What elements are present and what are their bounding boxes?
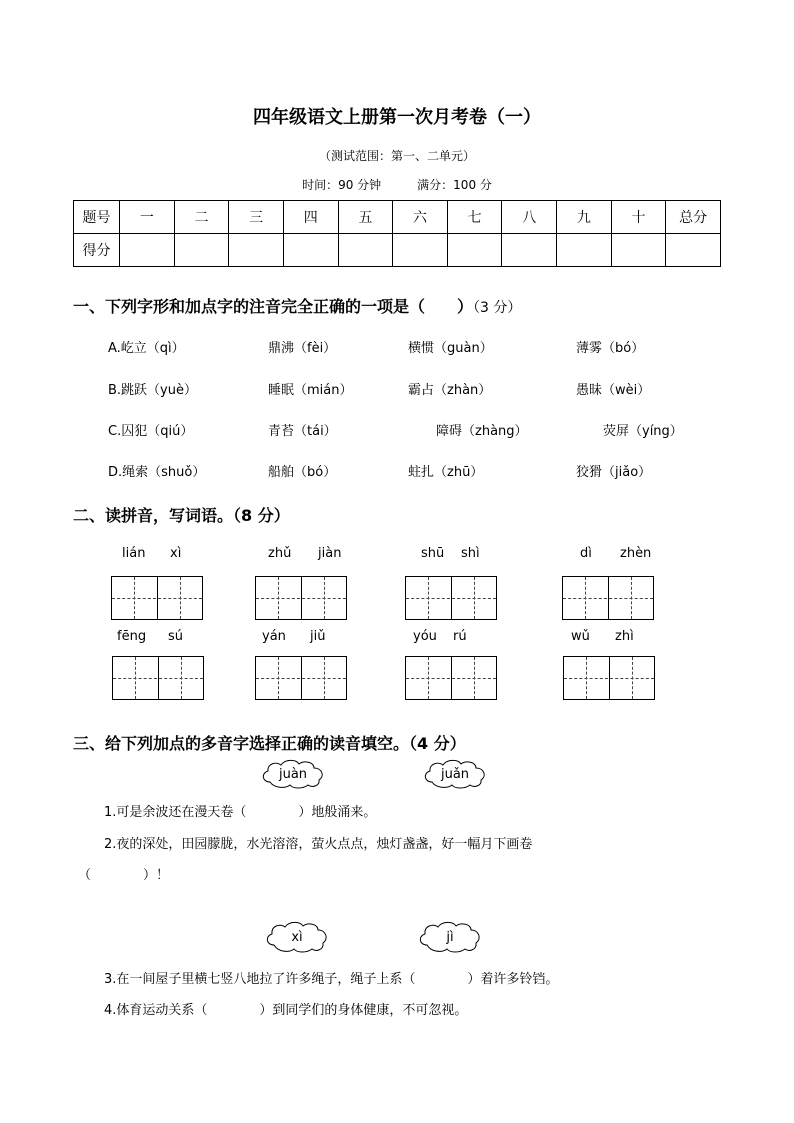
score-cell xyxy=(338,234,393,267)
pinyin: fēng xyxy=(117,629,147,644)
pinyin-cloud xyxy=(415,920,485,954)
pinyin: lián xyxy=(122,546,146,561)
pinyin: xì xyxy=(170,546,182,561)
score-table-score-row xyxy=(74,234,721,267)
pinyin: zhèn xyxy=(620,546,652,561)
score-table-header-row xyxy=(74,201,721,234)
question-1-points: （3 分） xyxy=(473,300,522,316)
table-cell: 一 xyxy=(120,201,175,234)
table-cell: 七 xyxy=(447,201,502,234)
option-c-3: 障碍（zhàng） xyxy=(436,424,528,439)
option-a-2: 鼎沸（fèi） xyxy=(268,341,337,356)
table-cell: 四 xyxy=(283,201,338,234)
score-cell xyxy=(229,234,284,267)
pinyin: rú xyxy=(453,629,467,644)
pinyin-cloud xyxy=(258,758,328,790)
table-cell: 八 xyxy=(502,201,557,234)
table-cell: 十 xyxy=(611,201,666,234)
table-cell: 得分 xyxy=(74,234,120,267)
writing-grid[interactable] xyxy=(255,656,347,700)
option-c-4: 荧屏（yíng） xyxy=(603,424,683,439)
pinyin-cloud xyxy=(262,920,332,954)
sentence-2-continued: （ ）！ xyxy=(78,868,170,883)
table-cell: 九 xyxy=(557,201,612,234)
table-cell: 二 xyxy=(174,201,229,234)
sentence-1: 1.可是余波还在漫天卷（ ）地般涌来。 xyxy=(104,805,377,820)
cloud-pinyin: juàn xyxy=(278,766,308,782)
score-cell xyxy=(666,234,721,267)
writing-grid[interactable] xyxy=(405,576,497,620)
sentence-2: 2.夜的深处，田园朦胧，水光溶溶，萤火点点，烛灯盏盏，好一幅月下画卷 xyxy=(104,837,533,852)
question-1-title xyxy=(73,294,521,317)
question-1-text: 一、下列字形和加点字的注音完全正确的一项是（ ） xyxy=(73,297,474,316)
score-cell xyxy=(174,234,229,267)
option-c-2: 青苔（tái） xyxy=(268,424,337,439)
pinyin: jiǔ xyxy=(310,629,326,644)
writing-grid[interactable] xyxy=(563,656,655,700)
writing-grid[interactable] xyxy=(405,656,497,700)
pinyin: wǔ xyxy=(571,629,590,644)
exam-full-score: 满分：100 分 xyxy=(417,178,492,192)
cloud-pinyin: jì xyxy=(446,929,454,945)
score-table xyxy=(73,200,721,267)
score-cell xyxy=(393,234,448,267)
option-a-4: 薄雾（bó） xyxy=(576,341,645,356)
page-title: 四年级语文上册第一次月考卷（一） xyxy=(253,107,541,128)
option-a-1: A.屹立（qì） xyxy=(108,341,185,356)
cloud-pinyin: xì xyxy=(291,929,303,945)
writing-grid[interactable] xyxy=(112,656,204,700)
score-cell xyxy=(557,234,612,267)
pinyin: zhǔ xyxy=(268,546,292,561)
question-2-title: 二、读拼音，写词语。（8 分） xyxy=(73,506,290,525)
pinyin-cloud xyxy=(420,758,490,790)
option-a-3: 横惯（guàn） xyxy=(408,341,493,356)
writing-grid[interactable] xyxy=(111,576,203,620)
option-d-3: 蛀扎（zhū） xyxy=(408,465,484,480)
option-b-3: 霸占（zhàn） xyxy=(408,383,492,398)
pinyin: yán xyxy=(262,629,286,644)
pinyin: yóu xyxy=(413,629,437,644)
table-cell: 题号 xyxy=(74,201,120,234)
pinyin: sú xyxy=(168,629,184,644)
exam-time: 时间：90 分钟 xyxy=(302,178,382,192)
pinyin: dì xyxy=(580,546,592,561)
score-cell xyxy=(120,234,175,267)
option-b-2: 睡眠（mián） xyxy=(268,383,353,398)
test-scope: （测试范围：第一、二单元） xyxy=(318,149,475,163)
sentence-4: 4.体育运动关系（ ）到同学们的身体健康，不可忽视。 xyxy=(104,1003,468,1018)
option-b-4: 愚昧（wèi） xyxy=(576,383,651,398)
table-cell: 三 xyxy=(229,201,284,234)
score-cell xyxy=(502,234,557,267)
option-d-1: D.绳索（shuǒ） xyxy=(108,465,206,480)
table-cell: 六 xyxy=(393,201,448,234)
score-cell xyxy=(611,234,666,267)
cloud-pinyin: juǎn xyxy=(440,766,470,782)
option-c-1: C.囚犯（qiú） xyxy=(108,424,194,439)
score-cell xyxy=(283,234,338,267)
option-d-4: 狡猾（jiǎo） xyxy=(576,465,652,480)
score-cell xyxy=(447,234,502,267)
option-d-2: 船舶（bó） xyxy=(268,465,337,480)
option-b-1: B.跳跃（yuè） xyxy=(108,383,197,398)
exam-info xyxy=(0,176,794,193)
question-3-title: 三、给下列加点的多音字选择正确的读音填空。（4 分） xyxy=(73,734,466,753)
table-cell: 总分 xyxy=(666,201,721,234)
pinyin: shū xyxy=(421,546,445,561)
pinyin: zhì xyxy=(615,629,634,644)
table-cell: 五 xyxy=(338,201,393,234)
writing-grid[interactable] xyxy=(562,576,654,620)
pinyin: shì xyxy=(461,546,480,561)
writing-grid[interactable] xyxy=(255,576,347,620)
sentence-3: 3.在一间屋子里横七竖八地拉了许多绳子，绳子上系（ ）着许多铃铛。 xyxy=(104,972,559,987)
pinyin: jiàn xyxy=(318,546,342,561)
